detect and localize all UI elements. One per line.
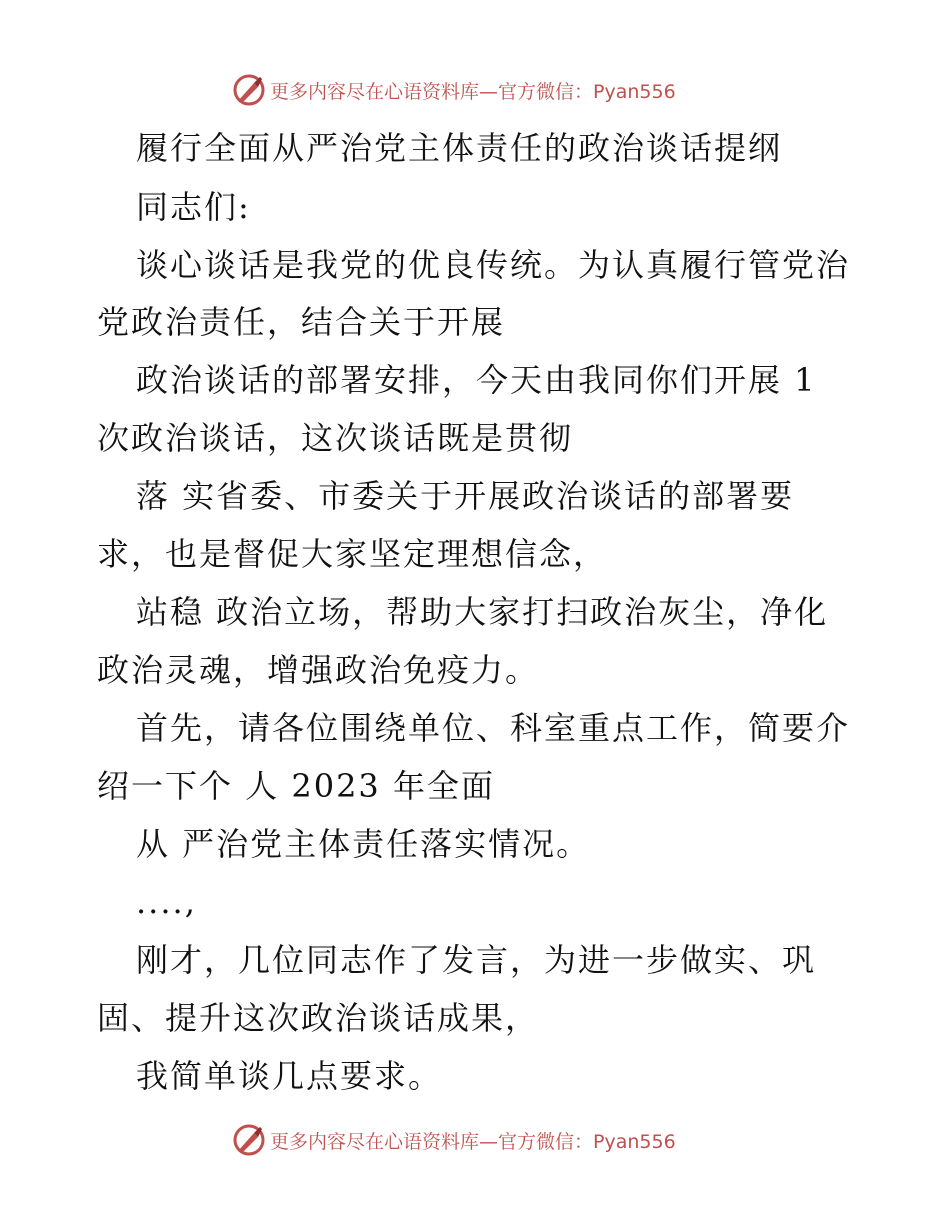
pen-logo-icon [232, 73, 266, 107]
paragraph-line: 我简单谈几点要求。 [136, 1057, 443, 1095]
header-banner-text: 更多内容尽在心语资料库—官方微信：Pyan556 [270, 80, 676, 103]
header-banner [232, 70, 676, 110]
paragraph-line: 绍一下个 人 2023 年全面 [97, 767, 495, 805]
paragraph-line: 求，也是督促大家坚定理想信念， [97, 535, 608, 573]
paragraph-line: 次政治谈话，这次谈话既是贯彻 [97, 419, 574, 457]
paragraph-line: 落 实省委、市委关于开展政治谈话的部署要 [136, 477, 795, 515]
salutation: 同志们: [136, 188, 251, 226]
footer-banner [232, 1120, 676, 1160]
ellipsis-line: ...., [136, 883, 197, 921]
paragraph-line: 首先，请各位围绕单位、科室重点工作，简要介 [136, 709, 851, 747]
document-title: 履行全面从严治党主体责任的政治谈话提纲 [136, 129, 783, 167]
paragraph-line: 政治灵魂，增强政治免疫力。 [97, 651, 540, 689]
paragraph-line: 党政治责任，结合关于开展 [97, 303, 506, 341]
paragraph-line: 固、提升这次政治谈话成果， [97, 999, 540, 1037]
paragraph-line: 谈心谈话是我党的优良传统。为认真履行管党治 [136, 246, 851, 284]
paragraph-line: 站稳 政治立场，帮助大家打扫政治灰尘，净化 [136, 593, 829, 631]
paragraph-line: 从 严治党主体责任落实情况。 [136, 825, 591, 863]
paragraph-line: 政治谈话的部署安排，今天由我同你们开展 1 [136, 361, 817, 399]
paragraph-line: 刚才，几位同志作了发言，为进一步做实、巩 [136, 941, 817, 979]
footer-banner-text: 更多内容尽在心语资料库—官方微信：Pyan556 [270, 1130, 676, 1153]
pen-logo-icon [232, 1123, 266, 1157]
